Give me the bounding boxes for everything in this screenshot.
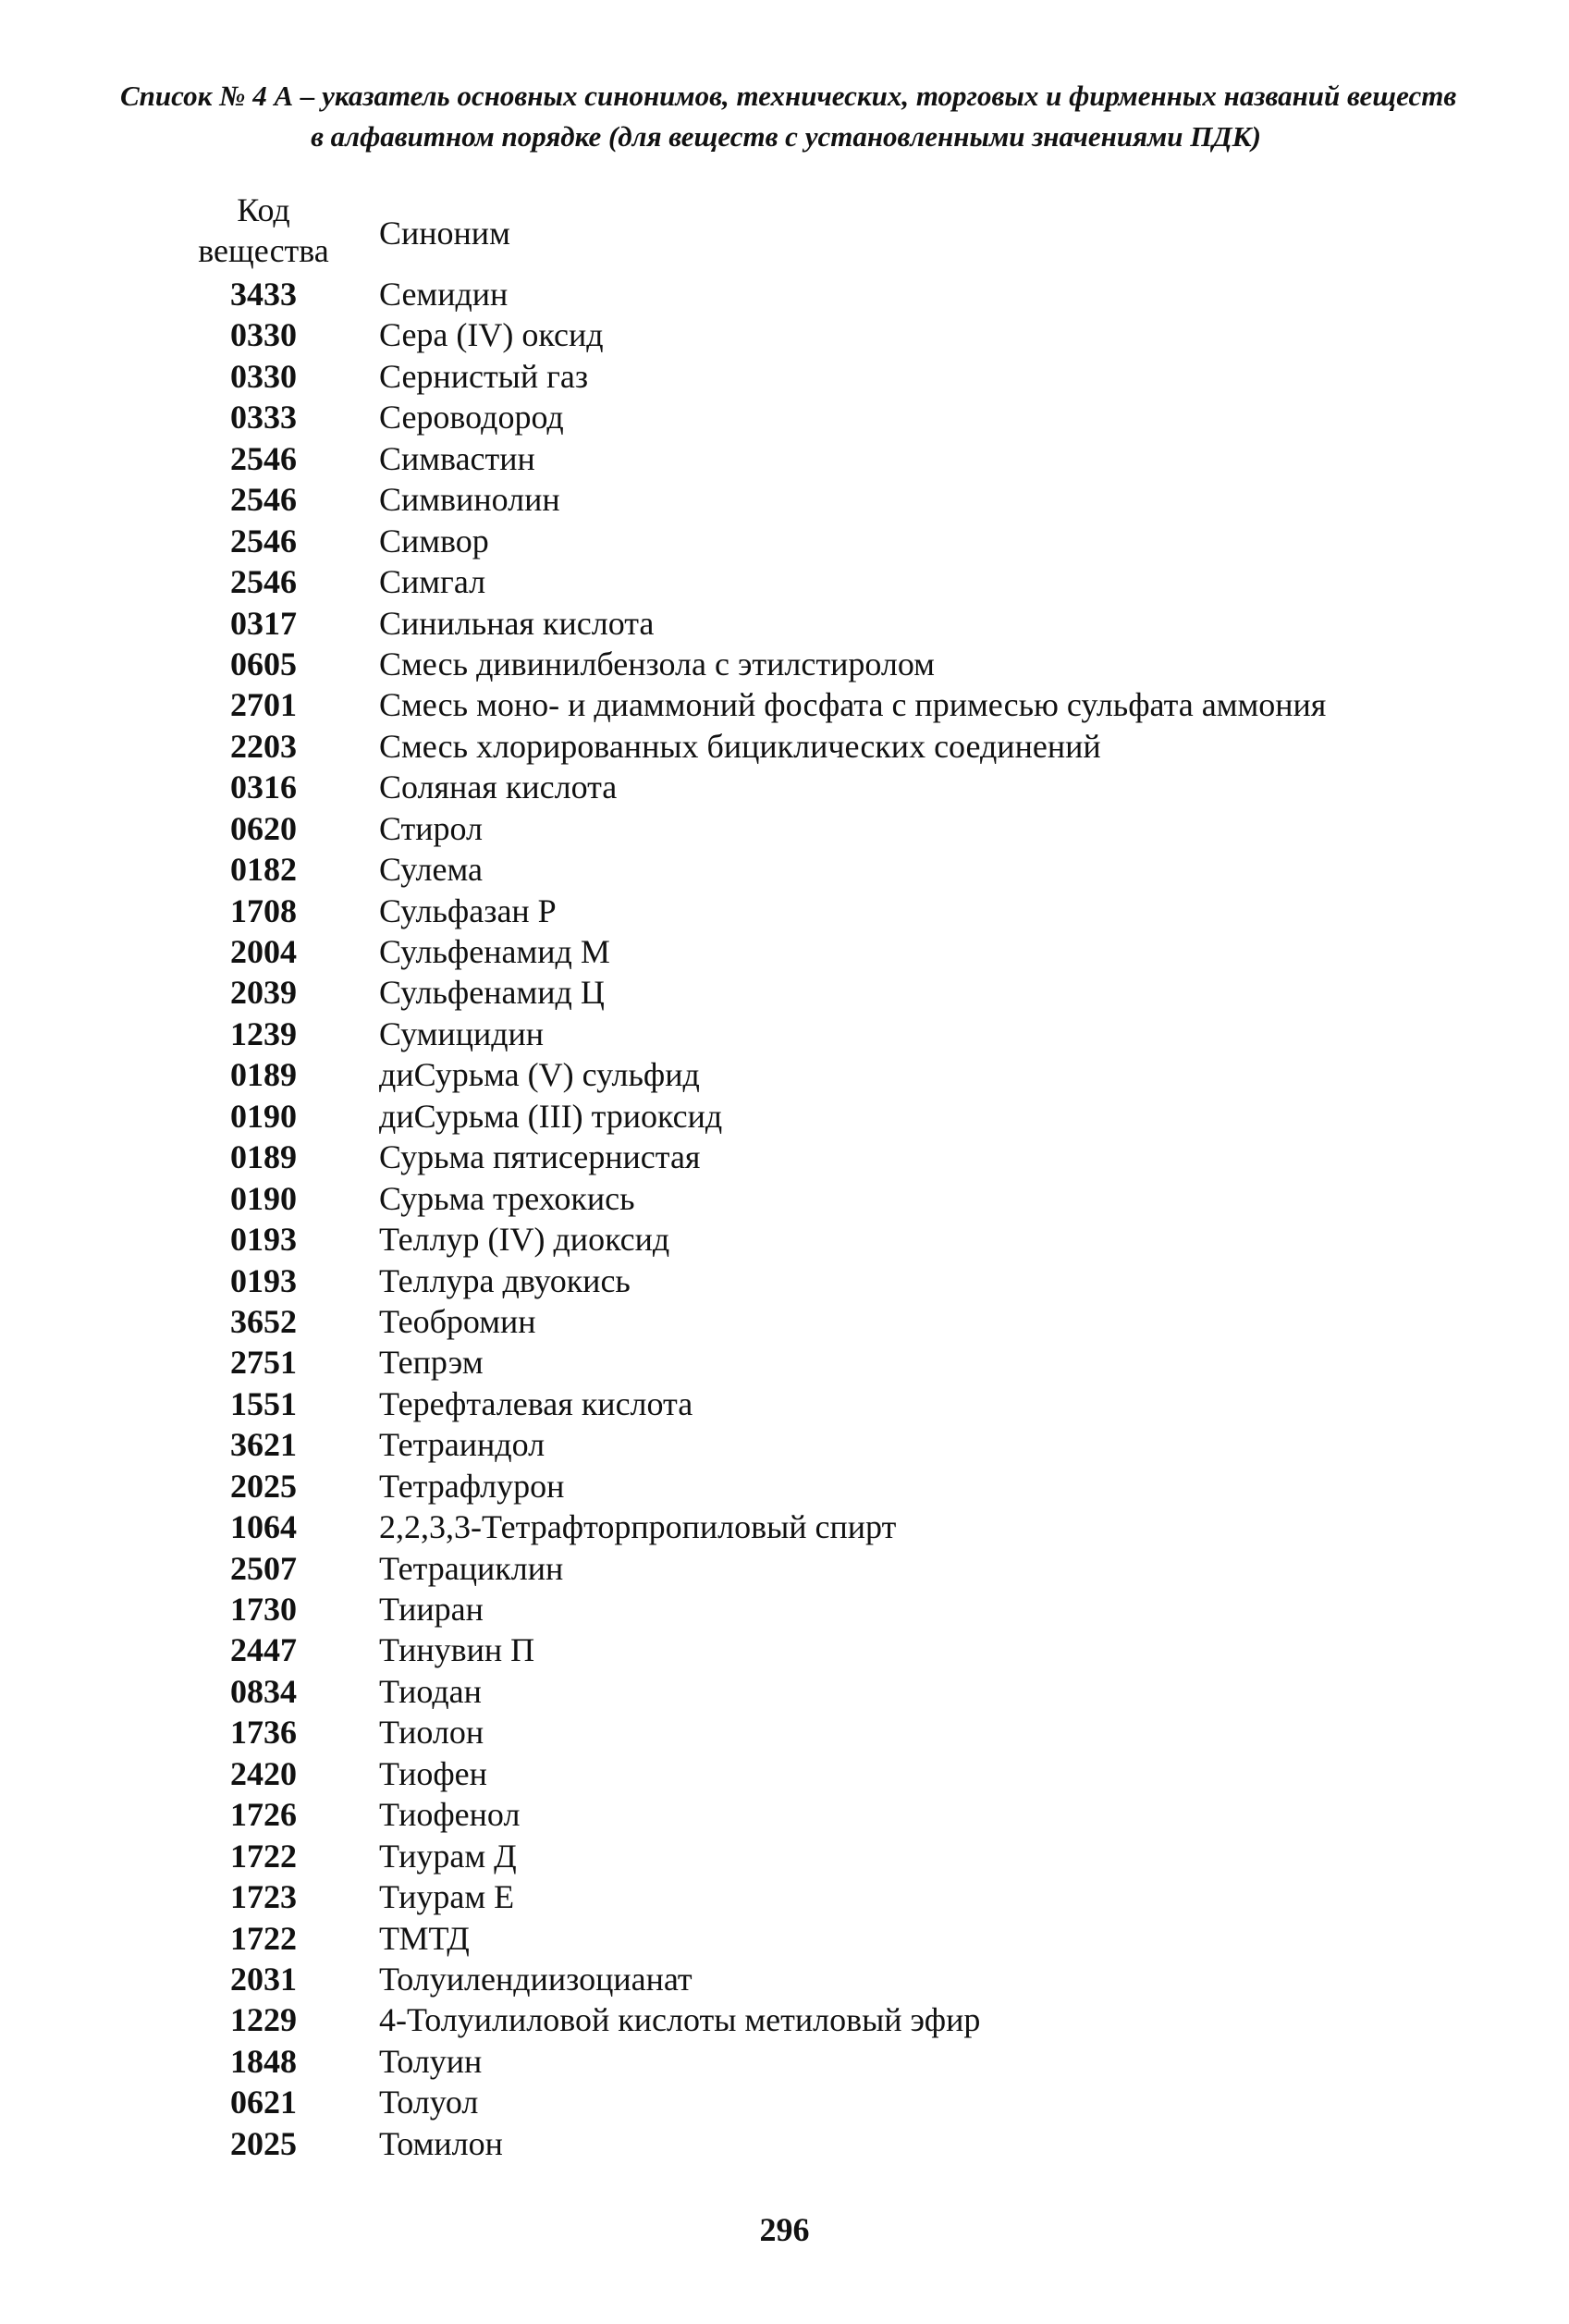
- substance-code: 2004: [230, 933, 297, 970]
- substance-code: 0317: [230, 604, 297, 642]
- synonym-name: 2,2,3,3-Тетрафторпропиловый спирт: [379, 1508, 897, 1546]
- table-row: [185, 561, 1479, 602]
- substance-code: 0316: [230, 769, 297, 806]
- synonym-name: Сера (IV) оксид: [379, 316, 604, 354]
- synonym-name: Тиофенол: [379, 1796, 521, 1834]
- table-row: [185, 1260, 1479, 1301]
- substance-code: 0330: [230, 357, 297, 395]
- synonym-name: Симвор: [379, 522, 489, 559]
- substance-code: 0189: [230, 1138, 297, 1176]
- substance-code: 1736: [230, 1714, 297, 1752]
- table-row: [185, 1342, 1479, 1383]
- substance-code: 2546: [230, 439, 297, 477]
- synonym-name: Тиолон: [379, 1714, 484, 1752]
- substance-code: 2039: [230, 974, 297, 1012]
- substance-code: 1551: [230, 1384, 297, 1422]
- table-row: [185, 1137, 1479, 1177]
- table-row: [185, 2123, 1479, 2164]
- table-row: [185, 1589, 1479, 1629]
- synonym-name: Стирол: [379, 809, 484, 847]
- column-header-synonym: Синоним: [379, 215, 510, 252]
- synonym-name: Сероводород: [379, 399, 564, 437]
- table-row: [185, 1918, 1479, 1959]
- table-row: [185, 1999, 1479, 2040]
- substance-code: 2507: [230, 1549, 297, 1587]
- synonym-name: Сулема: [379, 851, 483, 889]
- page-title-line-2: в алфавитном порядке (для веществ с установленными значениями ПДК): [311, 120, 1261, 153]
- page-number: 296: [759, 2211, 810, 2248]
- synonym-name: Толуилендиизоцианат: [379, 1960, 693, 1998]
- substance-code: 2031: [230, 1960, 297, 1998]
- synonym-name: Тепрэм: [379, 1344, 484, 1382]
- synonym-name: Сумицидин: [379, 1014, 545, 1052]
- substance-code: 0190: [230, 1097, 297, 1135]
- table-row: [185, 767, 1479, 807]
- table-row: [185, 931, 1479, 972]
- table-row: [185, 849, 1479, 890]
- synonym-name: Сульфенамид М: [379, 933, 610, 970]
- substance-code: 1708: [230, 891, 297, 929]
- synonym-name: Тииран: [379, 1591, 484, 1628]
- synonym-name: Теобромин: [379, 1302, 536, 1340]
- table-row: [185, 274, 1479, 314]
- table-row: [185, 891, 1479, 931]
- substance-code: 1239: [230, 1014, 297, 1052]
- synonym-name: Тинувин П: [379, 1631, 535, 1669]
- synonym-name: Толуин: [379, 2042, 483, 2080]
- synonym-name: Симвастин: [379, 439, 535, 477]
- table-row: [185, 1629, 1479, 1670]
- substance-code: 0834: [230, 1672, 297, 1710]
- table-row: [185, 1712, 1479, 1752]
- synonym-name: Симгал: [379, 563, 486, 601]
- table-row: [185, 438, 1479, 479]
- table-row: [185, 1383, 1479, 1424]
- synonym-name: Терефталевая кислота: [379, 1384, 693, 1422]
- table-row: [185, 1876, 1479, 1917]
- synonym-name: Томилон: [379, 2124, 503, 2162]
- substance-code: 0189: [230, 1056, 297, 1094]
- synonym-name: Тиурам Е: [379, 1878, 515, 1916]
- synonym-name: Тетрафлурон: [379, 1467, 565, 1505]
- synonym-name: Смесь дивинилбензола с этилстиролом: [379, 645, 935, 682]
- synonym-name: Сурьма пятисернистая: [379, 1138, 701, 1176]
- table-header: [185, 190, 1387, 273]
- substance-code: 2203: [230, 727, 297, 765]
- substance-code: 0330: [230, 316, 297, 354]
- substance-code: 2701: [230, 686, 297, 724]
- column-header-code: [185, 190, 342, 271]
- synonym-name: Толуол: [379, 2084, 479, 2121]
- table-row: [185, 356, 1479, 397]
- substance-code: 1730: [230, 1591, 297, 1628]
- table-row: [185, 1548, 1479, 1589]
- table-row: [185, 2041, 1479, 2082]
- substance-code: 1064: [230, 1508, 297, 1546]
- substance-code: 0193: [230, 1261, 297, 1299]
- table-row: [185, 1959, 1479, 1999]
- substance-code: 2025: [230, 1467, 297, 1505]
- substance-code: 1722: [230, 1919, 297, 1957]
- substance-code: 2751: [230, 1344, 297, 1382]
- substance-code: 1726: [230, 1796, 297, 1834]
- substance-code: 3621: [230, 1426, 297, 1464]
- substance-code: 0182: [230, 851, 297, 889]
- synonym-name: Тетрациклин: [379, 1549, 564, 1587]
- substance-code: 1723: [230, 1878, 297, 1916]
- synonym-name: Тиофен: [379, 1754, 487, 1792]
- synonym-name: Тиодан: [379, 1672, 482, 1710]
- table-row: [185, 1178, 1479, 1219]
- table-row: [185, 1794, 1479, 1835]
- table-row: [185, 1506, 1479, 1547]
- synonym-name: Сульфенамид Ц: [379, 974, 605, 1012]
- synonym-name: Тетраиндол: [379, 1426, 545, 1464]
- substance-code: 2546: [230, 481, 297, 519]
- table-row: [185, 1836, 1479, 1876]
- synonym-name: Тиурам Д: [379, 1837, 517, 1875]
- table-row: [185, 479, 1479, 520]
- substance-code: 0621: [230, 2084, 297, 2121]
- table-row: [185, 1096, 1479, 1137]
- substance-code: 1722: [230, 1837, 297, 1875]
- page-title: [120, 76, 1457, 157]
- table-row: [185, 684, 1479, 725]
- table-row: [185, 644, 1479, 684]
- page-title-line-1: Список № 4 А – указатель основных синонимов, технических, торговых и фирменных названий веществ: [120, 80, 1457, 112]
- synonym-name: Теллур (IV) диоксид: [379, 1221, 670, 1259]
- table-row: [185, 1466, 1479, 1506]
- table-row: [185, 397, 1479, 437]
- substance-code: 2025: [230, 2124, 297, 2162]
- synonym-name: Сернистый газ: [379, 357, 589, 395]
- synonym-name: Сульфазан Р: [379, 891, 557, 929]
- substance-code: 2447: [230, 1631, 297, 1669]
- table-row: [185, 1219, 1479, 1260]
- table-row: [185, 2082, 1479, 2122]
- synonym-name: Соляная кислота: [379, 769, 618, 806]
- table-row: [185, 603, 1479, 644]
- synonym-name: 4-Толуилиловой кислоты метиловый эфир: [379, 2001, 981, 2039]
- synonym-name: Сурьма трехокись: [379, 1179, 635, 1217]
- substance-code: 2420: [230, 1754, 297, 1792]
- table-row: [185, 1301, 1479, 1342]
- synonym-name: диСурьма (V) сульфид: [379, 1056, 700, 1094]
- column-header-code-line-1: Код: [237, 191, 290, 228]
- substance-code: 0333: [230, 399, 297, 437]
- synonym-name: Смесь моно- и диаммоний фосфата с примесью сульфата аммония: [379, 686, 1327, 724]
- table-row: [185, 1424, 1479, 1465]
- substance-code: 0620: [230, 809, 297, 847]
- substance-code: 0190: [230, 1179, 297, 1217]
- synonym-name: Семидин: [379, 276, 509, 313]
- table-row: [185, 726, 1479, 767]
- column-header-code-line-2: вещества: [198, 232, 329, 269]
- substance-code: 0605: [230, 645, 297, 682]
- substance-code: 1229: [230, 2001, 297, 2039]
- substance-code: 1848: [230, 2042, 297, 2080]
- substance-code: 2546: [230, 563, 297, 601]
- substance-code: 2546: [230, 522, 297, 559]
- table-row: [185, 1054, 1479, 1095]
- synonym-name: диСурьма (III) триоксид: [379, 1097, 723, 1135]
- synonym-table: [185, 274, 1479, 2164]
- table-row: [185, 314, 1479, 355]
- table-row: [185, 521, 1479, 561]
- table-row: [185, 1014, 1479, 1054]
- table-row: [185, 808, 1479, 849]
- synonym-name: Теллура двуокись: [379, 1261, 631, 1299]
- table-row: [185, 972, 1479, 1013]
- substance-code: 3652: [230, 1302, 297, 1340]
- table-row: [185, 1753, 1479, 1794]
- substance-code: 0193: [230, 1221, 297, 1259]
- synonym-name: Смесь хлорированных бициклических соединений: [379, 727, 1101, 765]
- synonym-name: Синильная кислота: [379, 604, 655, 642]
- table-row: [185, 1671, 1479, 1712]
- substance-code: 3433: [230, 276, 297, 313]
- synonym-name: Симвинолин: [379, 481, 560, 519]
- synonym-name: ТМТД: [379, 1919, 470, 1957]
